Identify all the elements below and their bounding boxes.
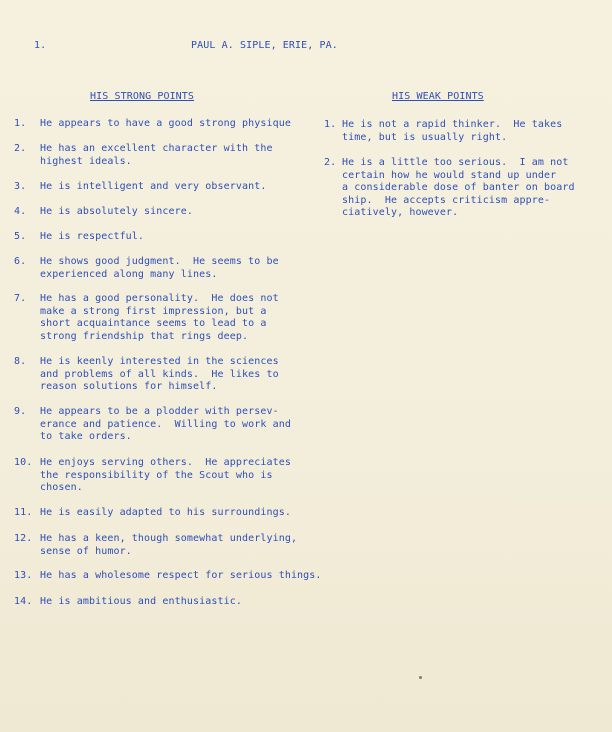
item-number: 6.	[14, 256, 27, 267]
item-number: 5.	[14, 231, 27, 242]
strong-points-title: HIS STRONG POINTS	[90, 91, 195, 102]
item-text: He appears to have a good strong physique	[40, 118, 291, 129]
item-text: He is not a rapid thinker. He takes time, but is usually right.	[342, 119, 563, 143]
item-number: 12.	[14, 533, 33, 544]
item-number: 9.	[14, 406, 27, 417]
item-number: 4.	[14, 206, 27, 217]
item-text: He appears to be a plodder with persev- erance and patience. Willing to work and to take orders.	[40, 406, 291, 442]
item-text: He is respectful.	[40, 231, 145, 242]
item-number: 1.	[324, 119, 337, 130]
item-number: 7.	[14, 293, 27, 304]
item-text: He has a keen, though somewhat underlying, sense of humor.	[40, 533, 298, 557]
item-text: He has a good personality. He does not make a strong first impression, but a short acquaintance seems to lead to a strong friendship that rings deep.	[40, 293, 279, 342]
item-text: He has a wholesome respect for serious things.	[40, 570, 322, 581]
document-heading: PAUL A. SIPLE, ERIE, PA.	[191, 40, 338, 51]
item-text: He is a little too serious. I am not certain how he would stand up under a considerable dose of banter on board ship. He accepts criticism appre- ciatively, however.	[342, 157, 575, 218]
item-number: 8.	[14, 356, 27, 367]
item-text: He is absolutely sincere.	[40, 206, 194, 217]
item-number: 2.	[14, 143, 27, 154]
item-text: He has an excellent character with the highest ideals.	[40, 143, 273, 167]
item-number: 2.	[324, 157, 337, 168]
item-text: He is easily adapted to his surroundings.	[40, 507, 291, 518]
item-number: 11.	[14, 507, 33, 518]
item-number: 3.	[14, 181, 27, 192]
item-text: He is keenly interested in the sciences and problems of all kinds. He likes to reason solutions for himself.	[40, 356, 279, 392]
item-text: He shows good judgment. He seems to be experienced along many lines.	[40, 256, 279, 280]
item-text: He enjoys serving others. He appreciates the responsibility of the Scout who is chosen.	[40, 457, 291, 493]
item-text: He is intelligent and very observant.	[40, 181, 267, 192]
page-number: 1.	[34, 40, 47, 51]
item-text: He is ambitious and enthusiastic.	[40, 596, 242, 607]
item-number: 1.	[14, 118, 27, 129]
paper-speck	[419, 676, 422, 679]
weak-points-title: HIS WEAK POINTS	[392, 91, 484, 102]
item-number: 13.	[14, 570, 33, 581]
item-number: 10.	[14, 457, 33, 468]
item-number: 14.	[14, 596, 33, 607]
